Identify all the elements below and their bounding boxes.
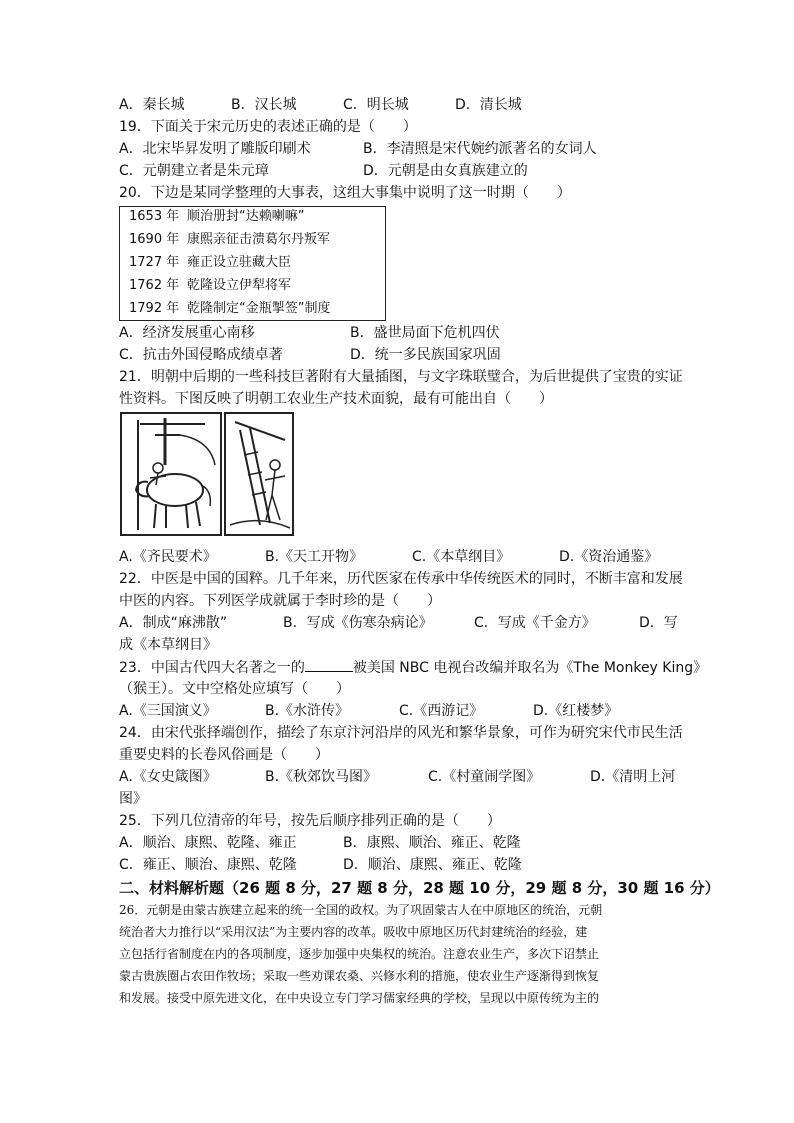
q25-option-c[interactable]: C．雍正、顺治、康熙、乾隆 <box>119 857 297 873</box>
q18-option-b[interactable]: B．汉长城 <box>231 97 297 113</box>
q20-stem: 20．下边是某同学整理的大事表，这组大事集中说明了这一时期（ ） <box>119 185 571 201</box>
q23-option-b[interactable]: B.《水浒传》 <box>265 703 350 719</box>
fill-blank <box>305 658 353 672</box>
q19-option-d[interactable]: D．元朝是由女真族建立的 <box>363 163 528 179</box>
table-row <box>129 232 330 248</box>
q22-stem-line1: 22．中医是中国的国粹。几千年来，历代医家在传承中华传统医术的同时，不断丰富和发展 <box>119 571 683 587</box>
table-year: 1653 年 <box>129 209 180 224</box>
q23-stem-part1: 23．中国古代四大名著之一的 <box>119 660 305 676</box>
q21-stem-line2: 性资料。下图反映了明朝工农业生产技术面貌，最有可能出自（ ） <box>119 391 553 407</box>
table-year: 1762 年 <box>129 278 180 293</box>
q26-paragraph-line: 26．元朝是由蒙古族建立起来的统一全国的政权。为了巩固蒙古人在中原地区的统治，元朝 <box>119 903 603 917</box>
q22-option-b[interactable]: B．写成《伤寒杂病论》 <box>283 615 433 631</box>
q20-option-d[interactable]: D．统一多民族国家巩固 <box>350 347 501 363</box>
q25-option-b[interactable]: B．康熙、顺治、雍正、乾隆 <box>343 835 521 851</box>
q22-option-d[interactable]: D．写 <box>639 615 678 631</box>
q26-paragraph-line: 蒙古贵族圈占农田作牧场；采取一些劝课农桑、兴修水利的措施，使农业生产逐渐得到恢复 <box>119 969 600 983</box>
q23-option-d[interactable]: D.《红楼梦》 <box>533 703 619 719</box>
table-year: 1727 年 <box>129 255 180 270</box>
q18-option-c[interactable]: C．明长城 <box>343 97 409 113</box>
section-title: 二、材料解析题（26 题 8 分，27 题 8 分，28 题 10 分，29 题 8 分，30 题 16 分） <box>119 879 720 897</box>
q23-stem-part2: 被美国 NBC 电视台改编并取名为《The Monkey King》 <box>352 660 708 676</box>
q19-option-a[interactable]: A．北宋毕昇发明了雕版印刷术 <box>119 141 311 157</box>
q24-option-d-cont: 图》 <box>119 791 147 807</box>
q20-option-c[interactable]: C．抗击外国侵略成绩卓著 <box>119 347 283 363</box>
q21-option-b[interactable]: B.《天工开物》 <box>265 549 364 565</box>
q25-stem: 25．下列几位清帝的年号，按先后顺序排列正确的是（ ） <box>119 813 501 829</box>
table-event: 乾隆设立伊犁将军 <box>187 278 292 293</box>
table-row <box>129 255 291 271</box>
table-row <box>129 209 304 225</box>
q23-stem-line1 <box>119 658 707 677</box>
q26-paragraph-line: 和发展。接受中原先进文化，在中央设立专门学习儒家经典的学校，呈现以中原传统为主的 <box>119 991 600 1005</box>
q19-stem: 19．下面关于宋元历史的表述正确的是（ ） <box>119 119 417 135</box>
q20-option-b[interactable]: B．盛世局面下危机四伏 <box>350 325 500 341</box>
q21-option-d[interactable]: D.《资治通鉴》 <box>559 549 659 565</box>
q20-option-a[interactable]: A．经济发展重心南移 <box>119 325 255 341</box>
events-table <box>119 206 386 321</box>
q24-option-b[interactable]: B.《秋郊饮马图》 <box>265 769 378 785</box>
q19-option-b[interactable]: B．李清照是宋代婉约派著名的女词人 <box>363 141 597 157</box>
q18-option-d[interactable]: D．清长城 <box>455 97 522 113</box>
q24-option-a[interactable]: A.《女史箴图》 <box>119 769 217 785</box>
table-row <box>129 278 291 294</box>
q22-stem-line2: 中医的内容。下列医学成就属于李时珍的是（ ） <box>119 593 441 609</box>
table-row <box>129 301 330 317</box>
table-year: 1792 年 <box>129 301 180 316</box>
q25-option-a[interactable]: A．顺治、康熙、乾隆、雍正 <box>119 835 297 851</box>
q23-option-a[interactable]: A.《三国演义》 <box>119 703 217 719</box>
table-year: 1690 年 <box>129 232 180 247</box>
table-event: 康熙亲征击溃葛尔丹叛军 <box>187 232 331 247</box>
q18-option-a[interactable]: A．秦长城 <box>119 97 185 113</box>
q23-option-c[interactable]: C.《西游记》 <box>399 703 484 719</box>
q21-option-c[interactable]: C.《本草纲目》 <box>412 549 511 565</box>
q24-option-c[interactable]: C.《村童闹学图》 <box>428 769 541 785</box>
q24-stem-line1: 24．由宋代张择端创作，描绘了东京汴河沿岸的风光和繁华景象，可作为研究宋代市民生活 <box>119 725 683 741</box>
q26-paragraph-line: 立包括行省制度在内的各项制度，逐步加强中央集权的统治。注意农业生产，多次下诏禁止 <box>119 947 600 961</box>
q24-option-d[interactable]: D.《清明上河 <box>590 769 676 785</box>
q25-option-d[interactable]: D．顺治、康熙、雍正、乾隆 <box>343 857 522 873</box>
tiangong-kaiwu-illustration <box>120 410 295 540</box>
q23-stem-line2: （猴王）。文中空格处应填写（ ） <box>119 681 350 697</box>
table-event: 雍正设立驻藏大臣 <box>187 255 292 270</box>
table-event: 顺治册封“达赖喇嘛” <box>187 209 305 224</box>
q21-option-a[interactable]: A.《齐民要术》 <box>119 549 217 565</box>
table-event: 乾隆制定“金瓶掣签”制度 <box>187 301 331 316</box>
q21-stem-line1: 21．明朝中后期的一些科技巨著附有大量插图，与文字珠联璧合，为后世提供了宝贵的实证 <box>119 369 683 385</box>
q19-option-c[interactable]: C．元朝建立者是朱元璋 <box>119 163 269 179</box>
q22-option-a[interactable]: A．制成“麻沸散” <box>119 615 228 631</box>
q24-stem-line2: 重要史料的长卷风俗画是（ ） <box>119 747 329 763</box>
q22-option-c[interactable]: C．写成《千金方》 <box>474 615 596 631</box>
q22-option-d-cont: 成《本草纲目》 <box>119 637 217 653</box>
q26-paragraph-line: 统治者大力推行以“采用汉法”为主要内容的改革。吸收中原地区历代封建统治的经验，建 <box>119 925 588 939</box>
